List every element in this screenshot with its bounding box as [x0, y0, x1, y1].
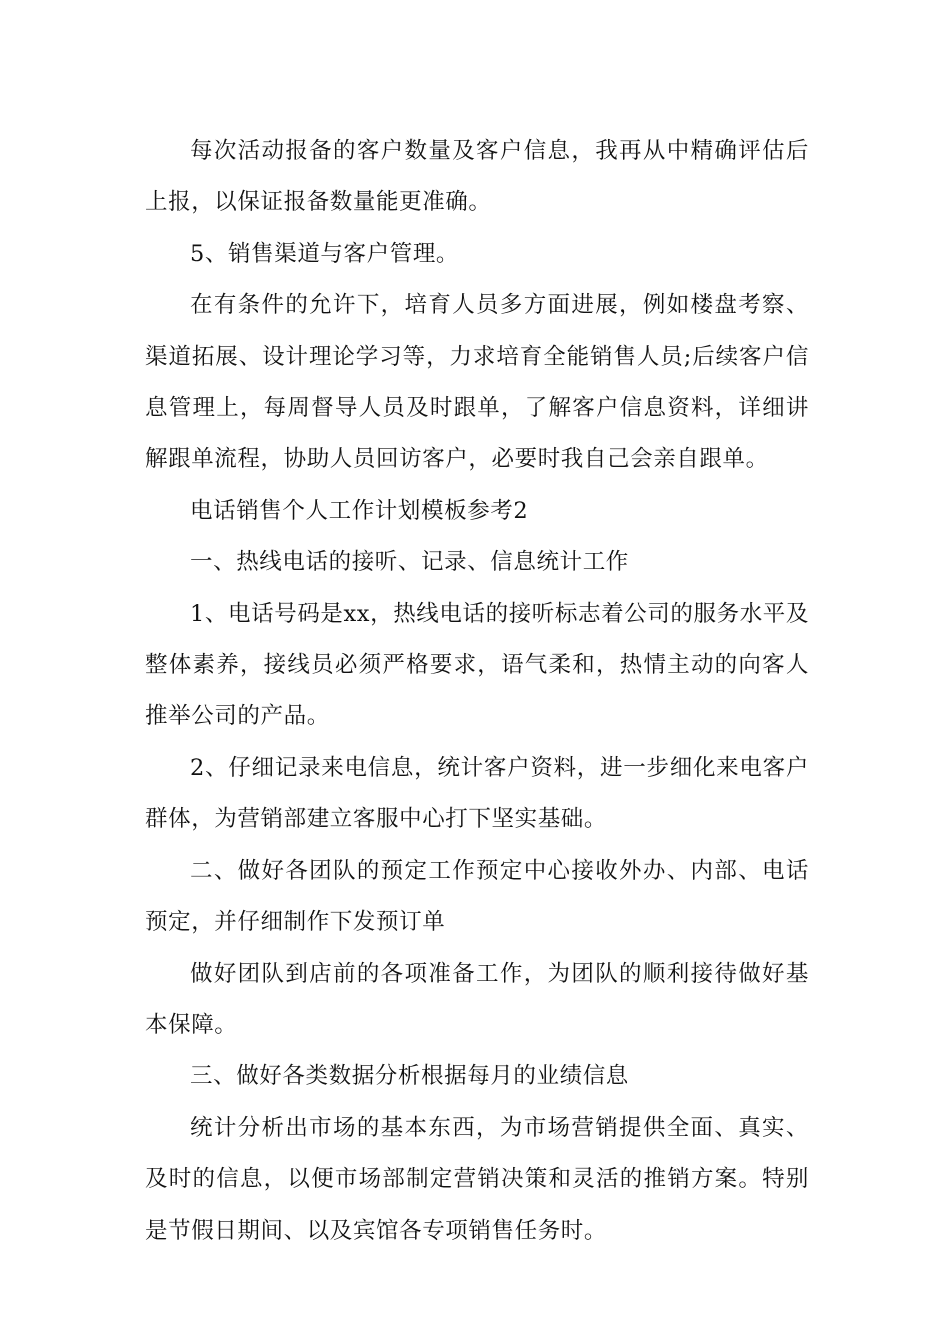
paragraph-call-records: 2、仔细记录来电信息，统计客户资料，进一步细化来电客户群体，为营销部建立客服中心打下坚实基础。: [145, 754, 809, 833]
document-body: [145, 126, 809, 1257]
heading-data-analysis: 三、做好各类数据分析根据每月的业绩信息: [190, 1063, 629, 1090]
section-title-template-2: 电话销售个人工作计划模板参考2: [190, 497, 529, 524]
paragraph-team-preparation: 做好团队到店前的各项准备工作，为团队的顺利接待做好基本保障。: [145, 960, 809, 1038]
paragraph-market-analysis: 统计分析出市场的基本东西，为市场营销提供全面、真实、及时的信息，以便市场部制定营销决策和灵活的推销方案。特别是节假日期间、以及宾馆各专项销售任务时。: [145, 1114, 809, 1244]
paragraph-report-accuracy: 每次活动报备的客户数量及客户信息，我再从中精确评估后上报，以保证报备数量能更准确。: [145, 138, 809, 216]
heading-team-booking: 二、做好各团队的预定工作预定中心接收外办、内部、电话预定，并仔细制作下发预订单: [145, 857, 809, 936]
paragraph-channel-heading: 5、销售渠道与客户管理。: [190, 240, 460, 267]
heading-hotline-work: 一、热线电话的接听、记录、信息统计工作: [190, 549, 629, 576]
paragraph-hotline-number: 1、电话号码是xx，热线电话的接听标志着公司的服务水平及整体素养，接线员必须严格要求，语气柔和，热情主动的向客人推举公司的产品。: [145, 600, 809, 730]
paragraph-staff-training: 在有条件的允许下，培育人员多方面进展，例如楼盘考察、渠道拓展、设计理论学习等，力求培育全能销售人员;后续客户信息管理上，每周督导人员及时跟单，了解客户信息资料，详细讲解跟单流程，协助人员回访客户，必要时我自己会亲自跟单。: [145, 292, 809, 473]
